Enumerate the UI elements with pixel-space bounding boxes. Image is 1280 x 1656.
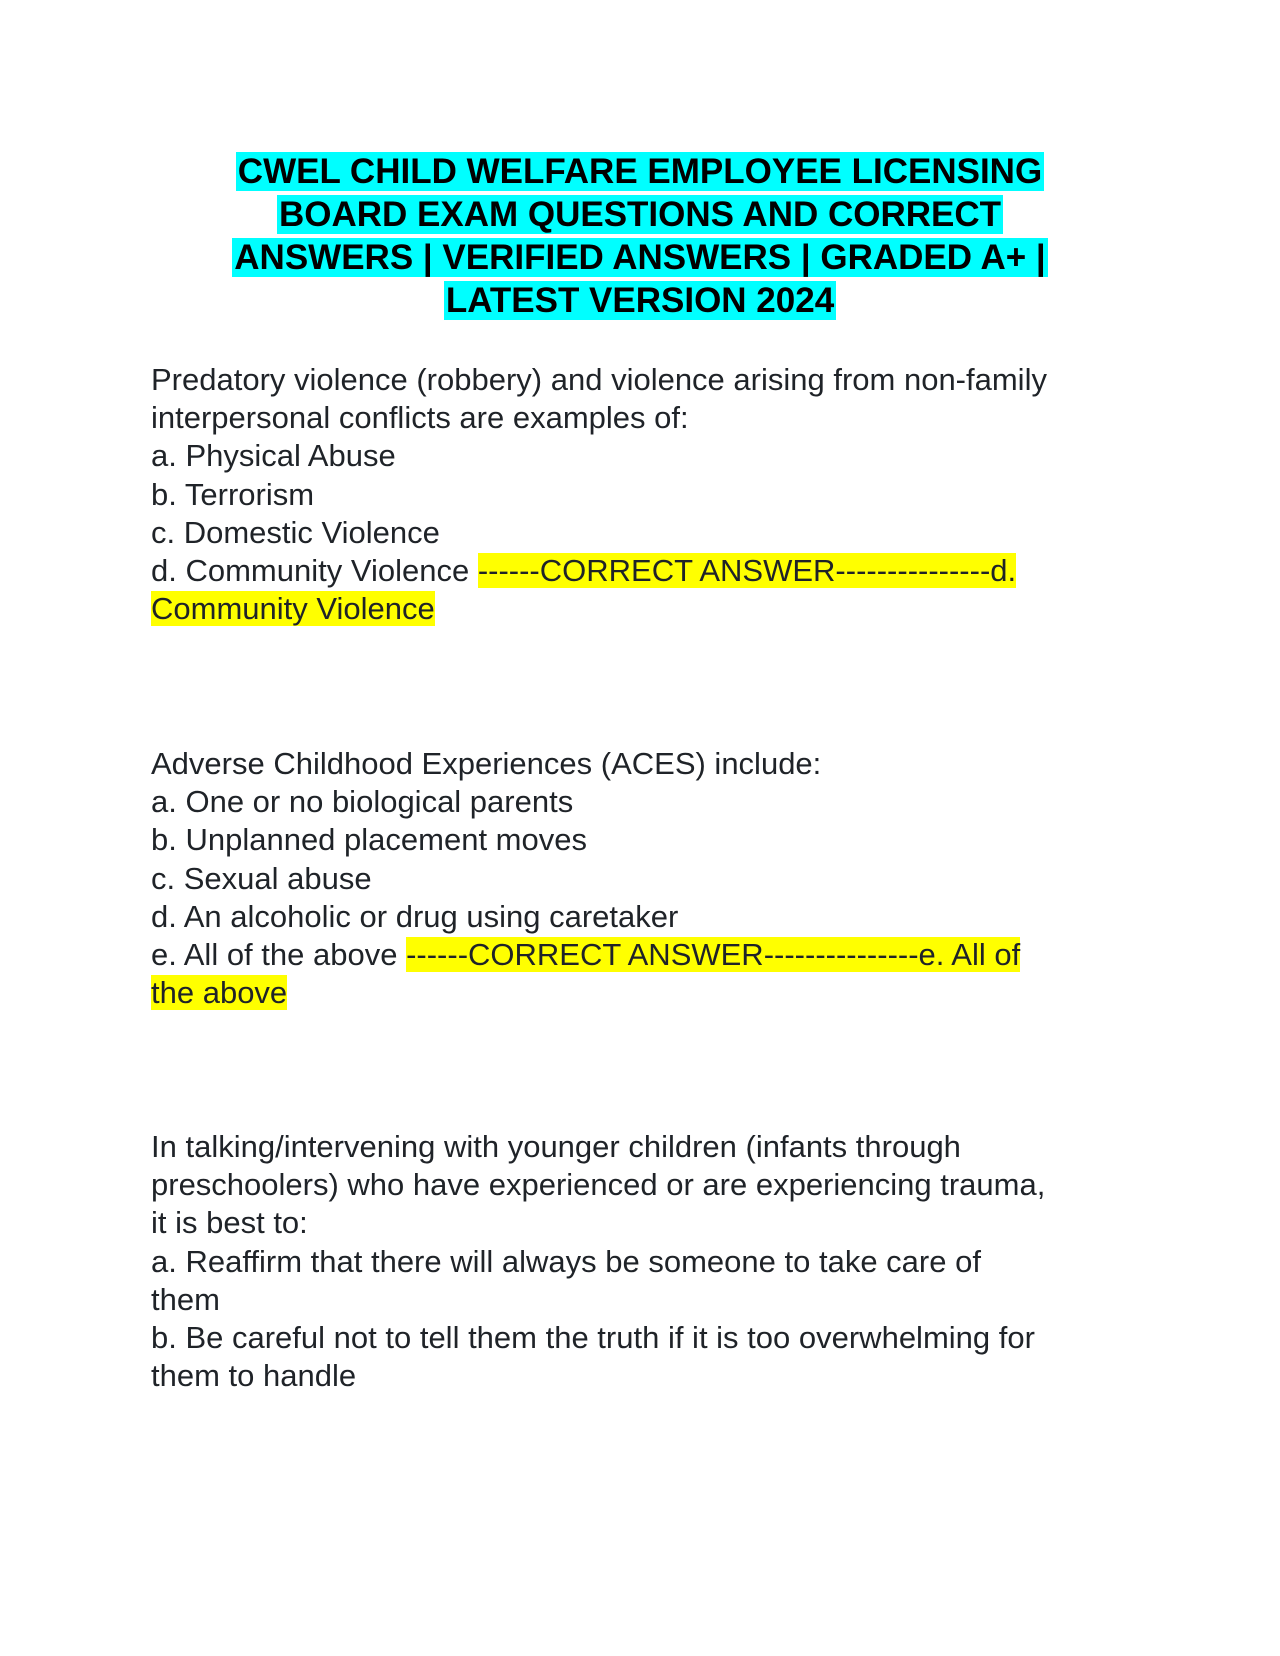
question-prompt-line: it is best to: (151, 1205, 308, 1241)
answer-option: c. Sexual abuse (151, 860, 372, 896)
answer-option: d. Community Violence (151, 553, 478, 589)
correct-answer-highlight: the above (151, 975, 288, 1011)
answer-option-with-correct (151, 552, 1131, 590)
answer-option: a. Physical Abuse (151, 438, 396, 474)
answer-option: b. Be careful not to tell them the truth if it is too overwhelming for (151, 1320, 1035, 1356)
question-prompt-line: In talking/intervening with younger children (infants through (151, 1129, 961, 1164)
title-line: CWEL CHILD WELFARE EMPLOYEE LICENSING (237, 152, 1043, 191)
document-title (150, 150, 1130, 322)
question-block (151, 1128, 1131, 1395)
correct-answer-highlight: ------CORRECT ANSWER---------------d. (477, 553, 1017, 589)
question-prompt-line: Adverse Childhood Experiences (ACES) include: (151, 746, 822, 781)
answer-option: e. All of the above (151, 937, 407, 973)
question-prompt-line: interpersonal conflicts are examples of: (151, 400, 689, 436)
answer-option: a. One or no biological parents (151, 784, 574, 820)
answer-option: b. Unplanned placement moves (151, 822, 587, 858)
answer-option: them to handle (151, 1358, 357, 1394)
answer-option-with-correct (151, 936, 1131, 974)
question-block (151, 361, 1131, 628)
question-block (151, 745, 1131, 1012)
correct-answer-highlight: ------CORRECT ANSWER---------------e. All of (406, 937, 1021, 973)
title-line: LATEST VERSION 2024 (445, 281, 835, 320)
answer-option: d. An alcoholic or drug using caretaker (151, 898, 679, 934)
question-prompt-line: Predatory violence (robbery) and violence arising from non-family (151, 362, 1047, 397)
correct-answer-line (151, 974, 1131, 1012)
correct-answer-highlight: Community Violence (151, 591, 435, 627)
answer-option: b. Terrorism (151, 476, 315, 512)
title-line: ANSWERS | VERIFIED ANSWERS | GRADED A+ | (234, 238, 1046, 277)
title-line: BOARD EXAM QUESTIONS AND CORRECT (278, 195, 1002, 234)
question-prompt-line: preschoolers) who have experienced or are experiencing trauma, (151, 1167, 1046, 1203)
answer-option: a. Reaffirm that there will always be someone to take care of (151, 1243, 981, 1279)
answer-option: them (151, 1281, 220, 1317)
answer-option: c. Domestic Violence (151, 514, 440, 550)
correct-answer-line (151, 590, 1131, 628)
